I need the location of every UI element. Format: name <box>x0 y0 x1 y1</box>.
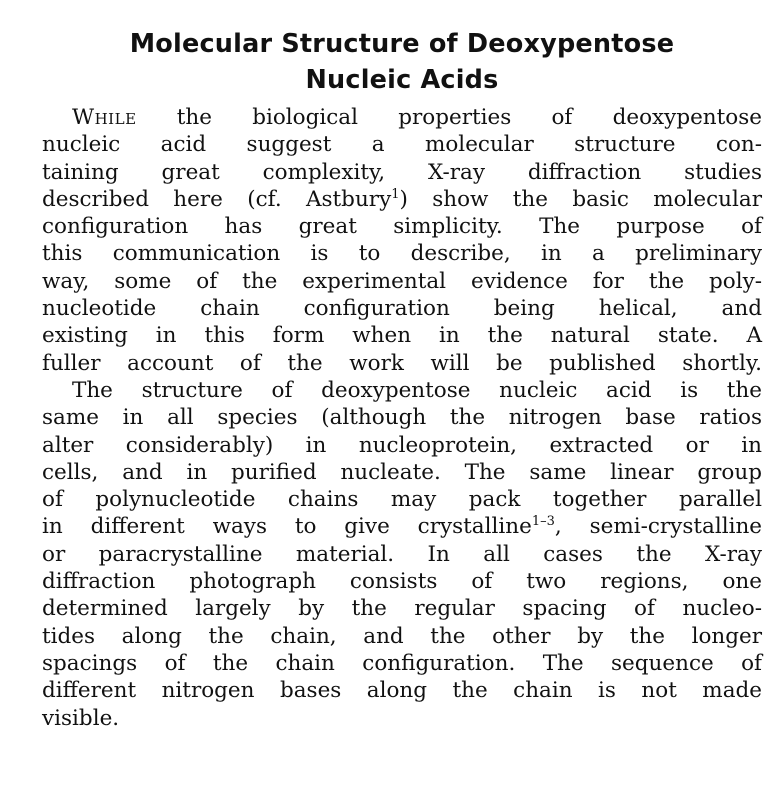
text-line: spacings of the chain configuration. The sequence of <box>42 650 762 676</box>
article <box>42 26 762 732</box>
text-line: different nitrogen bases along the chain is not made <box>42 678 762 704</box>
text-line: visible. <box>42 705 120 731</box>
text-line: alter considerably) in nucleoprotein, extracted or in <box>42 432 762 458</box>
paragraph-2 <box>42 377 762 732</box>
text-line: this communication is to describe, in a preliminary <box>42 241 762 267</box>
text-line: The structure of deoxypentose nucleic acid is the <box>72 377 762 403</box>
title-line-1: Molecular Structure of Deoxypentose <box>129 29 675 59</box>
title-line-2: Nucleic Acids <box>305 65 499 95</box>
text-line: nucleotide chain configuration being helical, and <box>42 296 762 322</box>
text-line: fuller account of the work will be published shortly. <box>42 350 762 376</box>
text-line: taining great complexity, X-ray diffraction studies <box>42 159 762 185</box>
text-line: in different ways to give crystalline$^{1-3}$, semi-crystalline <box>42 514 763 540</box>
text-line: tides along the chain, and the other by the longer <box>42 623 762 649</box>
text-line: cells, and in purified nucleate. The same linear group <box>42 459 762 485</box>
text-line: nucleic acid suggest a molecular structure con- <box>42 132 762 158</box>
article-title <box>42 26 762 98</box>
reference-marker: 1 <box>391 186 400 202</box>
text-line: same in all species (although the nitrogen base ratios <box>42 405 762 431</box>
text-line: way, some of the experimental evidence for the poly- <box>42 268 762 294</box>
lead-word: While <box>72 105 137 130</box>
text-line: determined largely by the regular spacing of nucleo- <box>42 596 762 622</box>
text-line: described here (cf. Astbury$^1$) show the basic molecular <box>42 186 762 212</box>
text-line: diffraction photograph consists of two regions, one <box>42 569 762 595</box>
text-line: existing in this form when in the natural state. A <box>42 323 762 349</box>
text-line: configuration has great simplicity. The purpose of <box>42 214 762 240</box>
text-line: or paracrystalline material. In all cases the X-ray <box>42 541 762 567</box>
text-line: of polynucleotide chains may pack together parallel <box>42 487 762 513</box>
reference-marker: 1–3 <box>531 514 555 530</box>
text-line: While the biological properties of deoxypentose <box>72 105 762 130</box>
paragraph-1 <box>42 104 762 377</box>
